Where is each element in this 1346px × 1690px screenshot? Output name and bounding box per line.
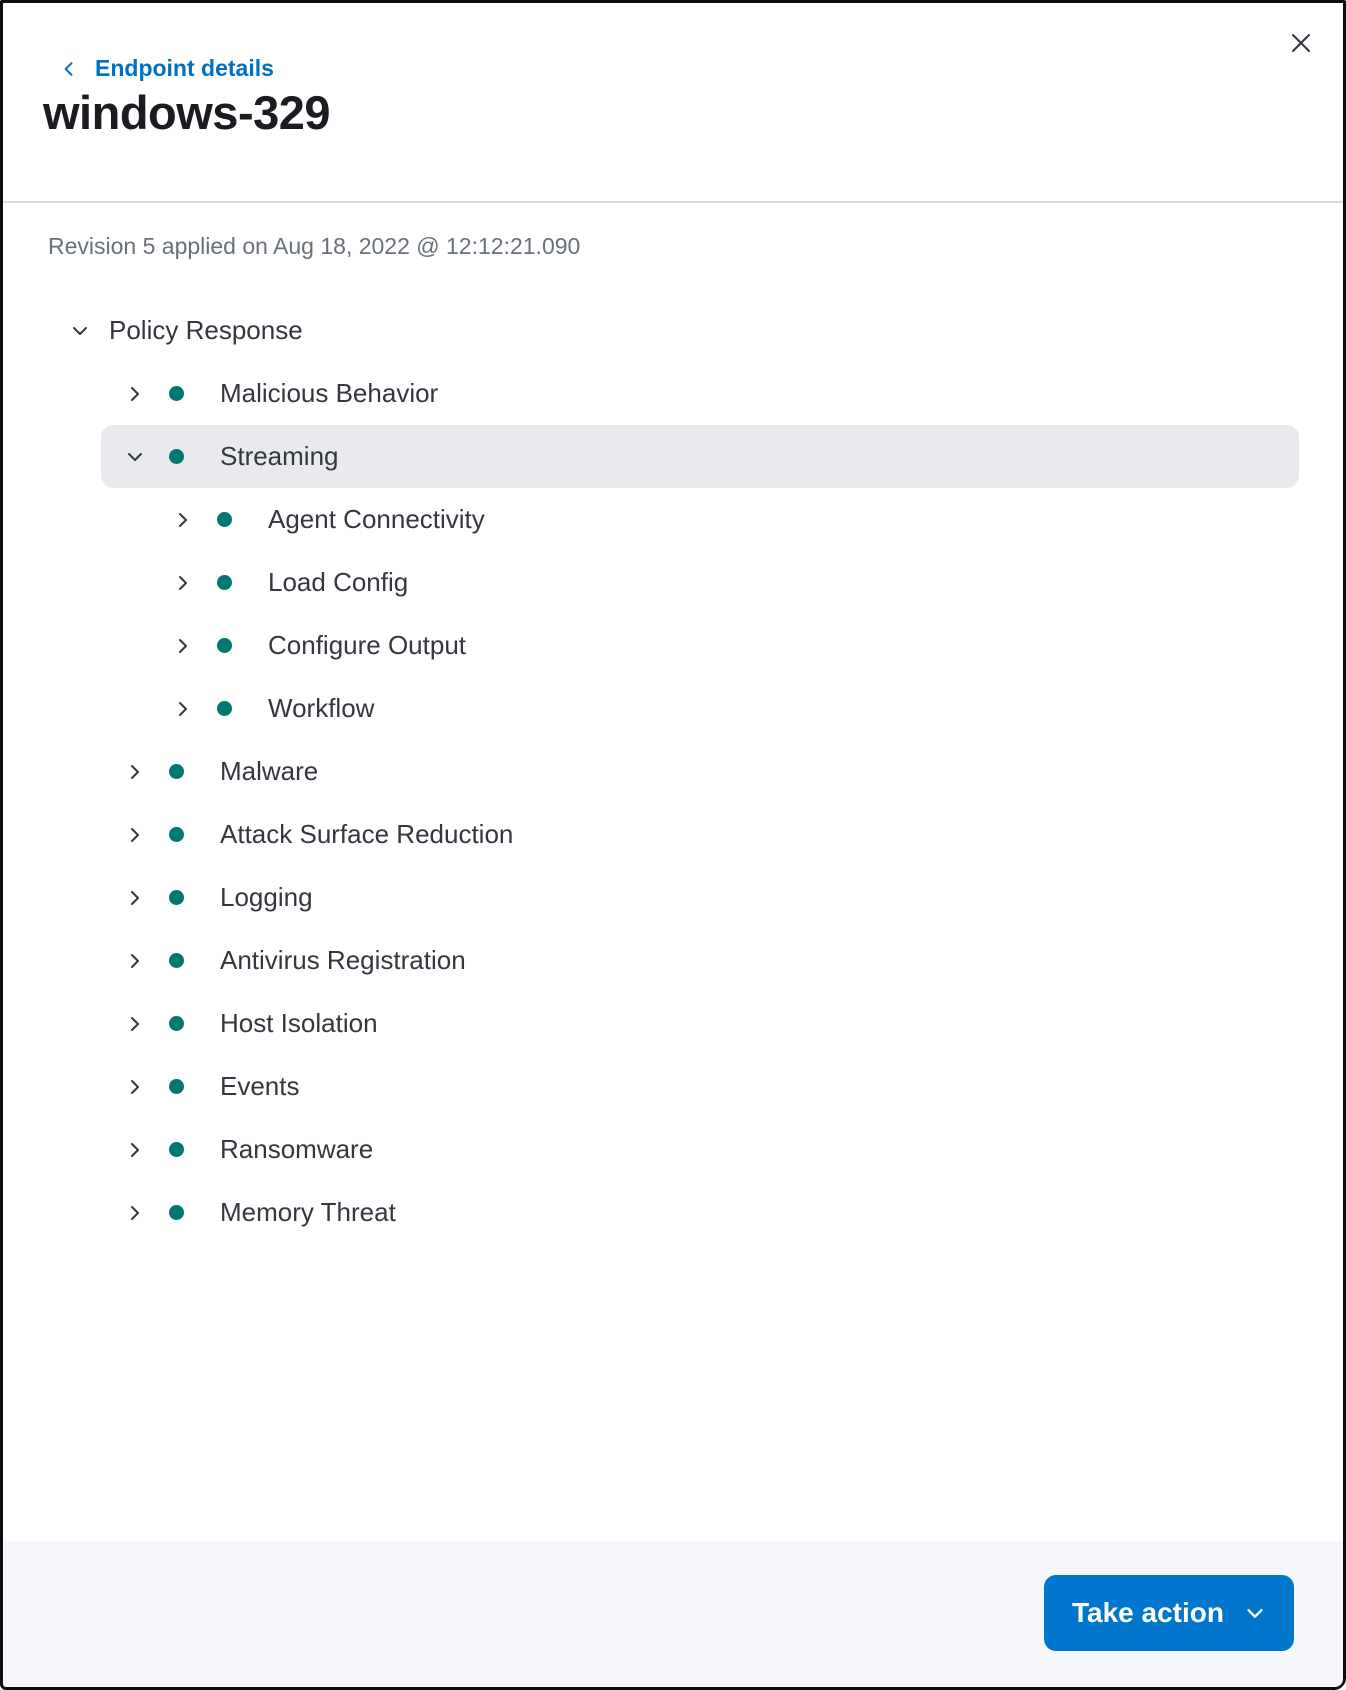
close-icon[interactable]: [1287, 29, 1315, 57]
tree-item-logging[interactable]: [101, 866, 1299, 929]
chevron-right-icon[interactable]: [170, 570, 196, 596]
chevron-right-icon[interactable]: [170, 507, 196, 533]
tree-item-malware[interactable]: [101, 740, 1299, 803]
status-dot-icon: [217, 701, 232, 716]
tree-item-streaming[interactable]: [101, 425, 1299, 488]
tree-item-label: Streaming: [220, 441, 339, 471]
revision-text: Revision 5 applied on Aug 18, 2022 @ 12:12:21.090: [48, 233, 581, 259]
tree-item-attack-surface-reduction[interactable]: [101, 803, 1299, 866]
back-link-label: Endpoint details: [95, 55, 274, 81]
status-dot-icon: [169, 386, 184, 401]
take-action-label: Take action: [1072, 1597, 1224, 1628]
chevron-right-icon[interactable]: [122, 948, 148, 974]
chevron-right-icon[interactable]: [122, 885, 148, 911]
status-dot-icon: [169, 1079, 184, 1094]
tree-item-label: Malicious Behavior: [220, 378, 439, 408]
status-dot-icon: [217, 512, 232, 527]
tree-item-antivirus-registration[interactable]: [101, 929, 1299, 992]
tree-item-workflow[interactable]: [101, 677, 1299, 740]
tree-item-memory-threat[interactable]: [101, 1181, 1299, 1244]
chevron-right-icon[interactable]: [122, 381, 148, 407]
take-action-button[interactable]: [1044, 1575, 1294, 1651]
back-link[interactable]: [59, 55, 274, 82]
status-dot-icon: [169, 1142, 184, 1157]
tree-item-label: Malware: [220, 756, 319, 786]
status-dot-icon: [169, 953, 184, 968]
status-dot-icon: [169, 449, 184, 464]
status-dot-icon: [217, 638, 232, 653]
chevron-right-icon[interactable]: [170, 696, 196, 722]
status-dot-icon: [169, 827, 184, 842]
page-title: windows-329: [43, 86, 331, 139]
tree-item-label: Host Isolation: [220, 1008, 378, 1038]
tree-item-load-config[interactable]: [101, 551, 1299, 614]
status-dot-icon: [217, 575, 232, 590]
chevron-down-icon: [1244, 1602, 1266, 1624]
chevron-down-icon[interactable]: [122, 444, 148, 470]
chevron-right-icon[interactable]: [122, 759, 148, 785]
tree-item-agent-connectivity[interactable]: [101, 488, 1299, 551]
tree-item-label: Logging: [220, 882, 313, 912]
chevron-down-icon[interactable]: [67, 318, 93, 344]
tree-item-configure-output[interactable]: [101, 614, 1299, 677]
tree-item-events[interactable]: [101, 1055, 1299, 1118]
tree-item-malicious-behavior[interactable]: [101, 362, 1299, 425]
tree-item-label: Agent Connectivity: [268, 504, 485, 534]
chevron-right-icon[interactable]: [122, 1011, 148, 1037]
chevron-right-icon[interactable]: [170, 633, 196, 659]
flyout-header: [3, 3, 1343, 203]
tree-item-label: Attack Surface Reduction: [220, 819, 514, 849]
tree-item-label: Workflow: [268, 693, 375, 723]
status-dot-icon: [169, 890, 184, 905]
tree-item-policy-response[interactable]: [3, 299, 1343, 362]
flyout-footer: [3, 1541, 1343, 1687]
tree-item-host-isolation[interactable]: [101, 992, 1299, 1055]
tree-item-label: Antivirus Registration: [220, 945, 466, 975]
tree-item-label: Memory Threat: [220, 1197, 396, 1227]
status-dot-icon: [169, 764, 184, 779]
chevron-right-icon[interactable]: [122, 1200, 148, 1226]
tree-item-label: Events: [220, 1071, 300, 1101]
tree-item-label: Configure Output: [268, 630, 467, 660]
tree-item-label: Policy Response: [109, 315, 303, 345]
chevron-left-icon: [59, 59, 79, 79]
policy-response-tree: [3, 299, 1343, 1244]
chevron-right-icon[interactable]: [122, 1137, 148, 1163]
tree-item-ransomware[interactable]: [101, 1118, 1299, 1181]
status-dot-icon: [169, 1016, 184, 1031]
chevron-right-icon[interactable]: [122, 822, 148, 848]
status-dot-icon: [169, 1205, 184, 1220]
chevron-right-icon[interactable]: [122, 1074, 148, 1100]
tree-item-label: Load Config: [268, 567, 409, 597]
tree-item-label: Ransomware: [220, 1134, 374, 1164]
